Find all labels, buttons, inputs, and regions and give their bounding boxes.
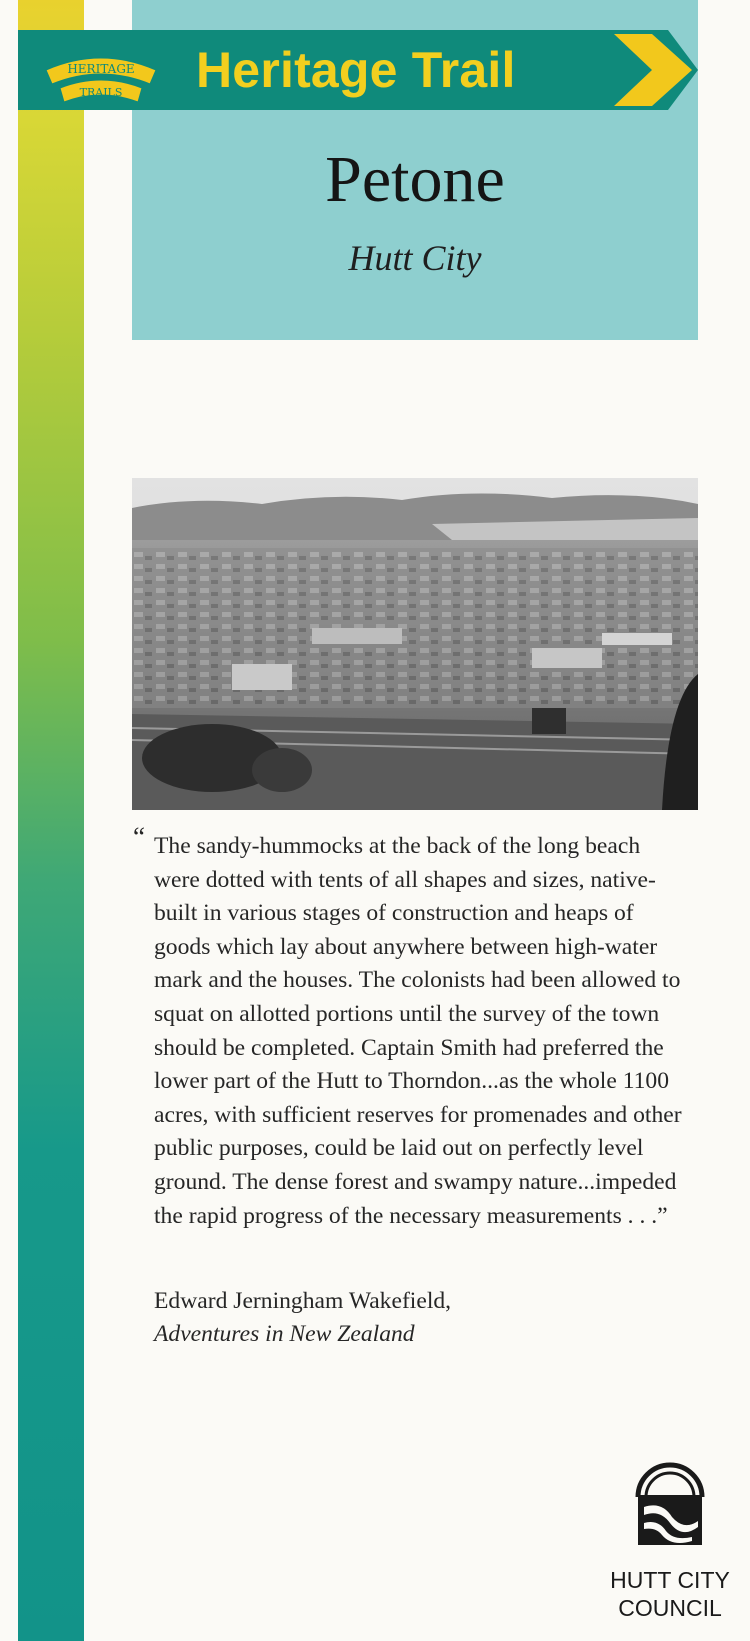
council-name-line2: COUNCIL (618, 1595, 722, 1621)
attribution-work: Adventures in New Zealand (154, 1321, 415, 1347)
chevron-right-icon (612, 32, 694, 108)
page-title: Petone (325, 143, 505, 216)
page-subtitle: Hutt City (348, 238, 482, 278)
photo-image (132, 478, 698, 810)
quote-block (133, 822, 688, 1233)
heritage-trails-badge (40, 48, 162, 106)
hutt-city-council-logo-icon (632, 1461, 708, 1547)
quote-text: The sandy-hummocks at the back of the long beach were dotted with tents of all shapes and sizes, native-built in various stages of construction and heaps of goods which lay about anywhere between high-water mark and the houses. The colonists had been allowed to squat on allotted portions until the survey of the town should be completed. Captain Smith had preferred the lower part of the Hutt to Thorndon...as the whole 1100 acres, with sufficient reserves for promenades and other public purposes, could be laid out on perfectly level ground. The dense forest and swampy nature...impeded the rapid progress of the necessary measurements . . .” (154, 833, 682, 1229)
attribution-author: Edward Jerningham Wakefield, (154, 1288, 452, 1314)
side-gradient-stripe (18, 0, 84, 1641)
banner-title: Heritage Trail (196, 42, 516, 98)
open-quote-mark: “ (133, 822, 145, 852)
council-name (600, 1566, 740, 1622)
badge-bottom-text: TRAILS (79, 86, 123, 99)
council-name-line1: HUTT CITY (610, 1567, 730, 1593)
badge-top-text: HERITAGE (67, 62, 135, 76)
historic-photo (132, 478, 698, 810)
attribution (154, 1285, 451, 1351)
